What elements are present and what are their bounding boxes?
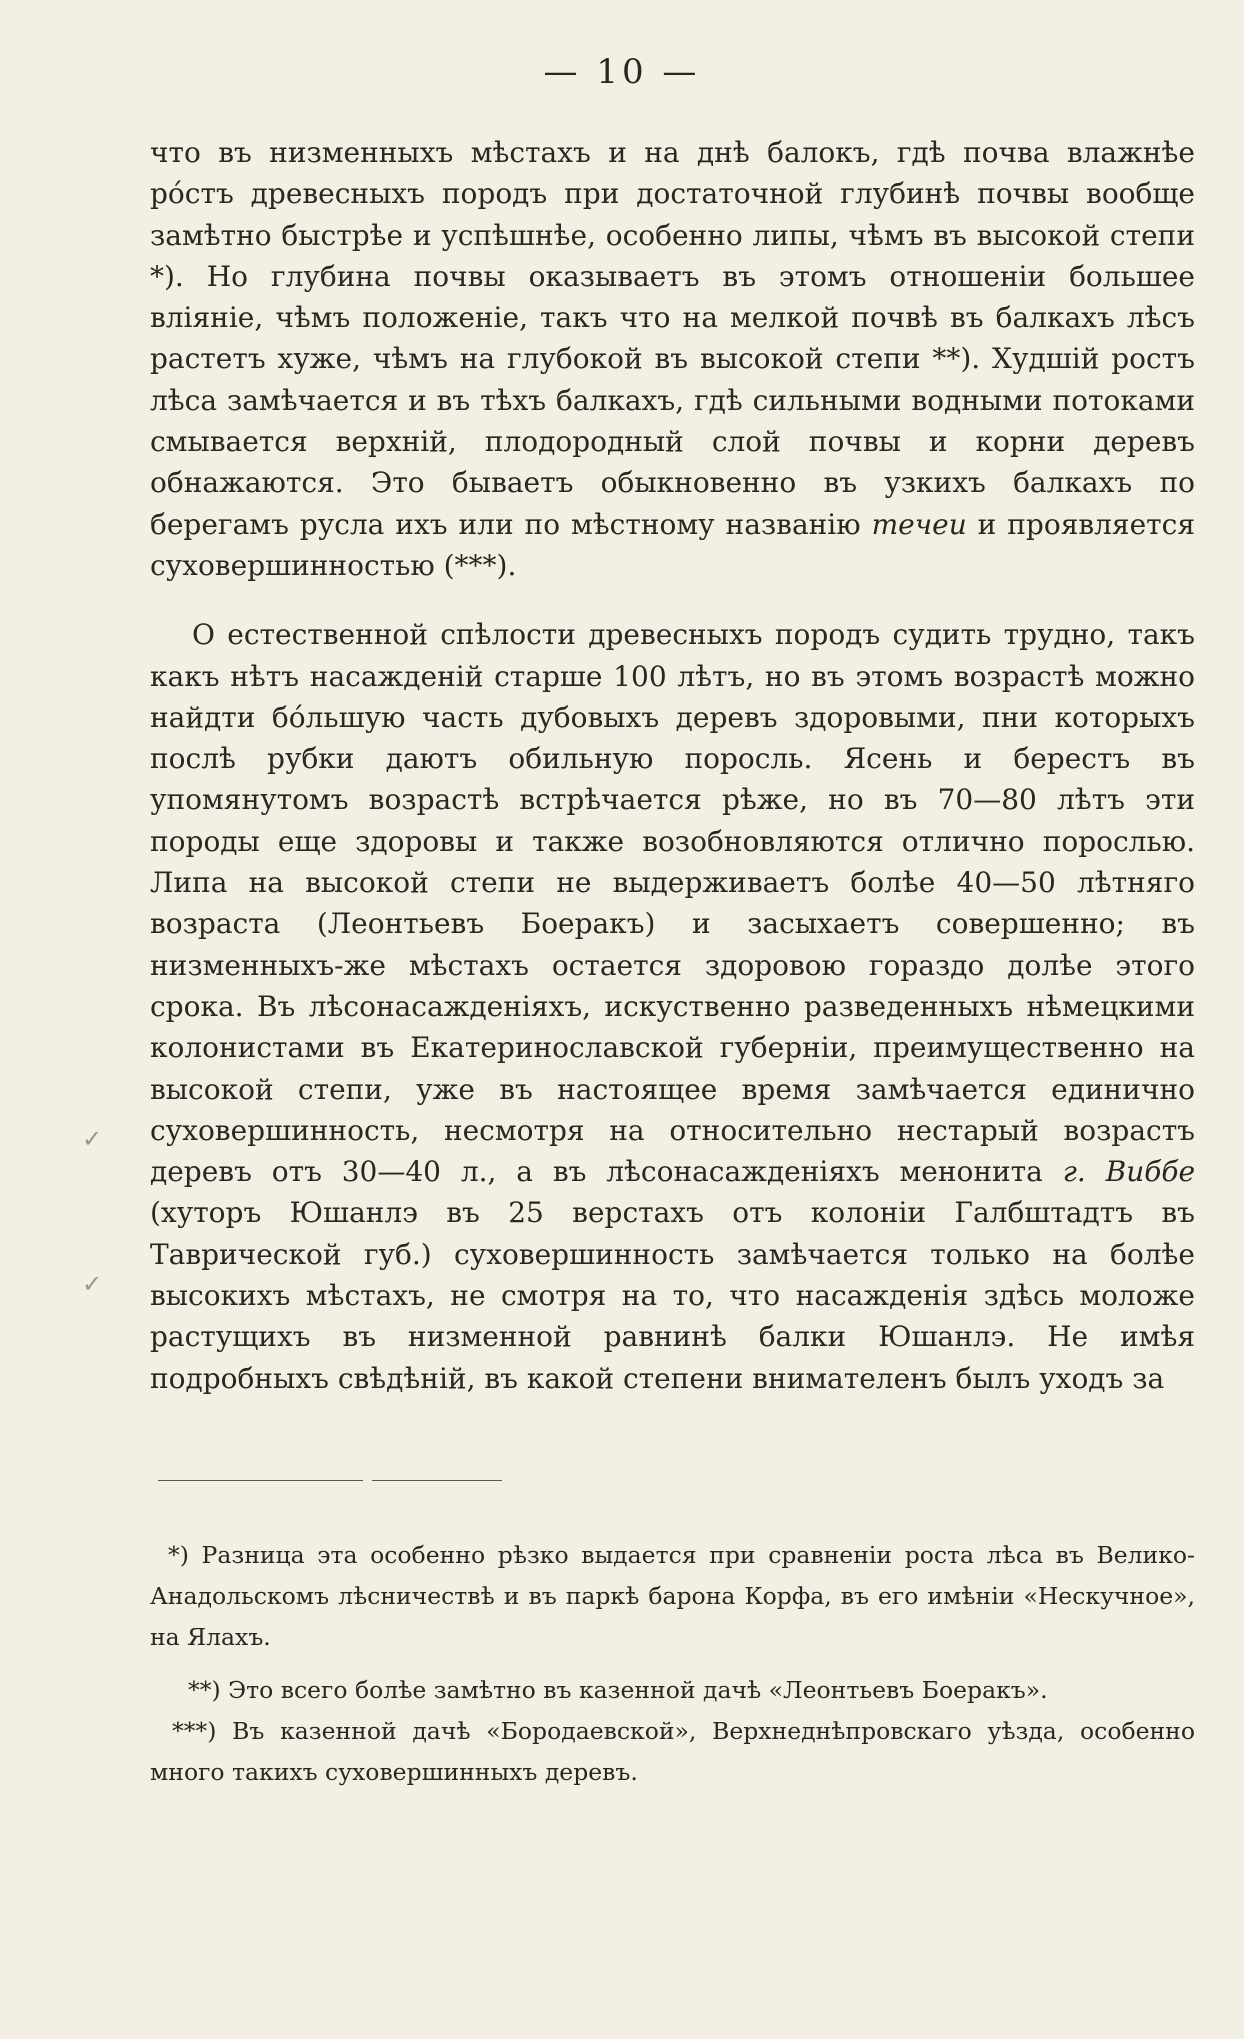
- footnote-divider: [372, 1480, 502, 1481]
- paragraph-2-text: О естественной спѣлости древесныхъ породъ судить трудно, такъ какъ нѣтъ насажденій старше 100 лѣтъ, но въ этомъ возрастѣ можно найдти бόльшую часть дубовыхъ деревъ здоровыми, пни которыхъ послѣ рубки даютъ обильную поросль. Ясень и берестъ въ упомянутомъ возрастѣ встрѣчается рѣже, но въ 70—80 лѣтъ эти породы еще здоровы и также возобновляются отлично порослью. Липа на высокой степи не выдерживаетъ болѣе 40—50 лѣтняго возраста (Леонтьевъ Боеракъ) и засыхаетъ совершенно; въ низменныхъ-же мѣстахъ остается здоровою гораздо долѣе этого срока. Въ лѣсонасажденіяхъ, искуственно разведенныхъ нѣмецкими колонистами въ Екатеринославской губерніи, преимущественно на высокой степи, уже въ настоящее время замѣчается единично суховершинность, несмотря на относительно нестарый возрастъ деревъ отъ 30—40 л., а въ лѣсонасажденіяхъ менонита: [150, 618, 1195, 1189]
- margin-pencil-mark: ✓: [82, 1270, 103, 1298]
- main-text: [150, 132, 1195, 1399]
- footnotes: [150, 1535, 1195, 1793]
- page-number: — 10 —: [543, 52, 701, 92]
- abbr-g: г.: [1062, 1155, 1086, 1189]
- paragraph-1-text: что въ низменныхъ мѣстахъ и на днѣ балокъ, гдѣ почва влажнѣе рόстъ древесныхъ породъ при достаточной глубинѣ почвы вообще замѣтно быстрѣе и успѣшнѣе, особенно липы, чѣмъ въ высокой степи *). Но глубина почвы оказываетъ въ этомъ отношеніи большее вліяніе, чѣмъ положеніе, такъ что на мелкой почвѣ въ балкахъ лѣсъ растетъ хуже, чѣмъ на глубокой въ высокой степи **). Худшій ростъ лѣса замѣчается и въ тѣхъ балкахъ, гдѣ сильными водными потоками смывается верхній, плодородный слой почвы и корни деревъ обнажаются. Это бываетъ обыкновенно въ узкихъ балкахъ по берегамъ русла ихъ или по мѣстному названію: [150, 136, 1195, 541]
- paragraph-2: [150, 614, 1195, 1399]
- paragraph-1-end: и проявляется суховершинностью (***).: [150, 507, 1195, 582]
- paragraph-1: [150, 132, 1195, 586]
- footnote-2: **) Это всего болѣе замѣтно въ казенной дачѣ «Леонтьевъ Боеракъ».: [188, 1676, 1048, 1704]
- footnote-divider: [158, 1480, 363, 1481]
- paragraph-2-end: (хуторъ Юшанлэ въ 25 верстахъ отъ колоніи Галбштадтъ въ Таврической губ.) суховершинность замѣчается только на болѣе высокихъ мѣстахъ, не смотря на то, что насажденія здѣсь моложе растущихъ въ низменной равнинѣ балки Юшанлэ. Не имѣя подробныхъ свѣдѣній, въ какой степени внимателенъ былъ уходъ за: [150, 1196, 1195, 1395]
- name-wibbe: Виббе: [1105, 1155, 1196, 1189]
- margin-pencil-mark: ✓: [82, 1125, 103, 1153]
- term-techei: течеи: [871, 507, 967, 541]
- footnote-1: *) Разница эта особенно рѣзко выдается при сравненіи роста лѣса въ Велико-Анадольскомъ лѣсничествѣ и въ паркѣ барона Корфа, въ его имѣніи «Нескучное», на Ялахъ.: [150, 1541, 1195, 1651]
- footnote-3: ***) Въ казенной дачѣ «Бородаевской», Верхнеднѣпровскаго уѣзда, особенно много такихъ суховершинныхъ деревъ.: [150, 1717, 1195, 1786]
